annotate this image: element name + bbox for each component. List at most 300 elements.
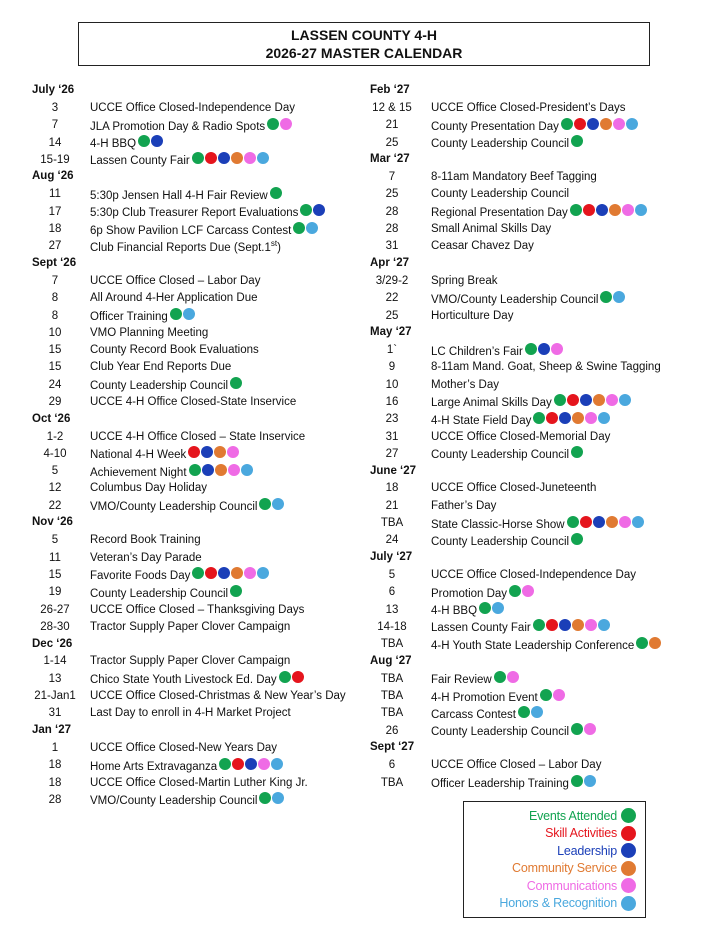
event-title-text: National 4-H Week — [90, 449, 187, 462]
blue-category-dot — [596, 204, 608, 216]
red-category-dot — [583, 204, 595, 216]
event-title-text: Regional Presentation Day — [431, 207, 568, 220]
event-date: 28 — [385, 223, 399, 236]
event-date: TBA — [380, 690, 404, 703]
calendar-event-row — [20, 791, 360, 808]
blue-category-dot — [201, 446, 213, 458]
pink-category-dot — [280, 118, 292, 130]
event-title-text: Home Arts Extravaganza — [90, 760, 218, 773]
event-title — [414, 102, 626, 114]
event-title — [414, 431, 610, 443]
event-title — [90, 742, 277, 754]
event-date: 31 — [385, 240, 399, 253]
calendar-event-row — [20, 739, 360, 756]
calendar-event-row — [370, 203, 670, 220]
calendar-event-row — [370, 272, 670, 289]
calendar-event-row — [20, 359, 360, 376]
green-category-dot — [600, 291, 612, 303]
blue-legend-dot — [621, 843, 636, 858]
event-title-text: Favorite Foods Day — [90, 570, 191, 583]
event-title — [414, 619, 611, 634]
event-date: 5 — [51, 465, 59, 478]
calendar-event-row — [20, 463, 360, 480]
green-category-dot — [300, 204, 312, 216]
event-title — [90, 567, 270, 582]
event-title-text: County Leadership Council — [431, 138, 570, 151]
event-title-text: Small Animal Skills Day — [431, 223, 552, 236]
month-heading: Feb ‘27 — [370, 84, 410, 96]
event-date: 18 — [385, 482, 399, 495]
event-title — [414, 310, 513, 322]
orange-category-dot — [600, 118, 612, 130]
month-heading: July ‘26 — [32, 84, 75, 96]
event-date: TBA — [380, 517, 404, 530]
red-category-dot — [567, 394, 579, 406]
event-date: 19 — [48, 586, 62, 599]
category-dots — [570, 204, 648, 216]
category-dots — [494, 671, 520, 683]
event-title-text: Tractor Supply Paper Clover Campaign — [90, 620, 291, 633]
category-dots — [188, 446, 240, 458]
event-title — [414, 585, 535, 600]
category-dots — [571, 135, 584, 147]
month-heading: Apr ‘27 — [370, 256, 409, 269]
legend-item — [464, 807, 645, 825]
event-date: 13 — [385, 603, 399, 616]
event-title — [414, 118, 639, 133]
calendar-event-row — [20, 670, 360, 687]
event-date: TBA — [380, 672, 404, 685]
category-dots — [189, 464, 254, 476]
green-legend-dot — [621, 808, 636, 823]
event-title-text: VMO/County Leadership Council — [431, 293, 599, 306]
event-date: 21-Jan1 — [34, 690, 76, 703]
event-title — [90, 292, 258, 304]
event-title — [90, 102, 295, 114]
category-dots — [571, 446, 584, 458]
event-date: 3/29-2 — [375, 274, 409, 287]
event-title — [90, 534, 201, 546]
calendar-event-row — [20, 117, 360, 134]
event-title — [90, 552, 202, 564]
event-title — [90, 204, 326, 219]
event-title-text: Horticulture Day — [431, 309, 514, 322]
left-calendar-column — [20, 82, 360, 808]
event-title-text: Last Day to enroll in 4-H Market Project — [90, 707, 291, 720]
green-category-dot — [540, 689, 552, 701]
green-category-dot — [230, 585, 242, 597]
calendar-event-row — [20, 290, 360, 307]
calendar-event-row — [20, 774, 360, 791]
event-title — [90, 327, 208, 339]
green-category-dot — [533, 619, 545, 631]
event-date: 11 — [49, 188, 61, 201]
legend-item — [464, 825, 645, 843]
blue-category-dot — [587, 118, 599, 130]
event-title — [414, 361, 661, 373]
event-title — [90, 239, 281, 254]
category-dots — [571, 533, 584, 545]
calendar-event-row — [20, 705, 360, 722]
pink-category-dot — [585, 619, 597, 631]
calendar-event-row — [20, 584, 360, 601]
red-category-dot — [574, 118, 586, 130]
event-title-text: UCCE Office Closed-President’s Days — [431, 101, 626, 114]
event-title-text: VMO/County Leadership Council — [90, 501, 258, 514]
event-title — [414, 602, 505, 617]
event-date: 7 — [51, 274, 59, 287]
category-dots — [279, 671, 305, 683]
event-title-text: Promotion Day — [431, 587, 508, 600]
event-title-text: LC Children’s Fair — [431, 345, 523, 358]
month-heading: Nov ‘26 — [32, 516, 73, 529]
green-category-dot — [259, 498, 271, 510]
event-title — [414, 516, 645, 531]
orange-category-dot — [572, 619, 584, 631]
green-category-dot — [571, 723, 583, 735]
red-category-dot — [546, 412, 558, 424]
event-date: 24 — [48, 378, 62, 391]
category-dots — [293, 222, 319, 234]
red-category-dot — [188, 446, 200, 458]
lblue-category-dot — [271, 758, 283, 770]
lblue-category-dot — [635, 204, 647, 216]
event-title-text: County Leadership Council — [431, 535, 570, 548]
blue-category-dot — [202, 464, 214, 476]
legend-item — [464, 877, 645, 895]
event-title-text: UCCE Office Closed-New Years Day — [90, 741, 278, 754]
red-category-dot — [580, 516, 592, 528]
event-title — [414, 689, 566, 704]
red-category-dot — [546, 619, 558, 631]
lblue-category-dot — [492, 602, 504, 614]
event-title — [90, 152, 270, 167]
category-dots — [533, 619, 611, 631]
calendar-event-row — [370, 393, 670, 410]
event-date: 12 — [48, 482, 62, 495]
green-category-dot — [525, 343, 537, 355]
calendar-event-row — [370, 341, 670, 358]
event-title-text: Large Animal Skills Day — [431, 397, 552, 410]
pink-category-dot — [244, 152, 256, 164]
pink-category-dot — [622, 204, 634, 216]
orange-category-dot — [231, 567, 243, 579]
event-title-text: Achievement Night — [90, 466, 187, 479]
event-title-text: Tractor Supply Paper Clover Campaign — [90, 655, 291, 668]
event-title — [414, 240, 534, 252]
green-category-dot — [230, 377, 242, 389]
legend-label: Honors & Recognition — [499, 896, 617, 911]
green-category-dot — [571, 533, 583, 545]
pink-category-dot — [551, 343, 563, 355]
event-date: 25 — [385, 309, 399, 322]
red-legend-dot — [621, 826, 636, 841]
pink-category-dot — [585, 412, 597, 424]
green-category-dot — [138, 135, 150, 147]
pink-category-dot — [507, 671, 519, 683]
lblue-category-dot — [626, 118, 638, 130]
event-date: 23 — [385, 413, 399, 426]
event-date: 26 — [385, 724, 399, 737]
calendar-event-row — [20, 134, 360, 151]
event-title — [90, 135, 164, 150]
event-title-text: 4-H Promotion Event — [431, 691, 538, 704]
event-title — [414, 569, 636, 581]
event-title-text: County Leadership Council — [90, 587, 229, 600]
green-category-dot — [571, 775, 583, 787]
blue-category-dot — [218, 567, 230, 579]
green-category-dot — [571, 135, 583, 147]
calendar-event-row — [370, 601, 670, 618]
event-date: 14 — [48, 136, 62, 149]
event-title-text: 4-H BBQ — [90, 138, 137, 151]
lblue-category-dot — [598, 619, 610, 631]
blue-category-dot — [559, 412, 571, 424]
event-date: 1` — [386, 344, 398, 357]
calendar-event-row — [370, 532, 670, 549]
category-dots — [567, 516, 645, 528]
calendar-event-row — [370, 307, 670, 324]
pink-category-dot — [606, 394, 618, 406]
event-title — [90, 222, 319, 237]
category-dots — [479, 602, 505, 614]
green-category-dot — [571, 446, 583, 458]
event-title — [414, 671, 520, 686]
event-date: 8 — [51, 292, 59, 305]
event-title-text: 5:30p Club Treasurer Report Evaluations — [90, 207, 299, 220]
month-heading: Oct ‘26 — [32, 412, 71, 425]
event-date: 28 — [48, 793, 62, 806]
lblue-category-dot — [632, 516, 644, 528]
calendar-event-row — [370, 220, 670, 237]
event-date: 15 — [48, 361, 62, 374]
calendar-event-row — [370, 722, 670, 739]
calendar-event-row — [20, 757, 360, 774]
event-title-text: 4-H Youth State Leadership Conference — [431, 639, 635, 652]
event-date: 13 — [48, 672, 62, 685]
calendar-event-row — [370, 134, 670, 151]
green-category-dot — [192, 567, 204, 579]
red-category-dot — [292, 671, 304, 683]
category-dots — [571, 723, 597, 735]
event-title-text: Mother’s Day — [431, 378, 499, 391]
calendar-event-row — [20, 428, 360, 445]
legend-label: Skill Activities — [545, 826, 617, 841]
calendar-event-row — [20, 307, 360, 324]
event-title — [90, 758, 284, 773]
event-title-text: Officer Leadership Training — [431, 778, 569, 791]
green-category-dot — [567, 516, 579, 528]
calendar-event-row — [20, 341, 360, 358]
event-title-text: UCCE Office Closed – Thanksgiving Days — [90, 603, 305, 616]
calendar-event-row — [370, 480, 670, 497]
event-title — [414, 759, 601, 771]
event-title-text: 6p Show Pavilion LCF Carcass Contest — [90, 224, 292, 237]
lblue-category-dot — [241, 464, 253, 476]
category-dots — [509, 585, 535, 597]
event-date: 18 — [48, 759, 62, 772]
event-title-text: Spring Break — [431, 274, 498, 287]
blue-category-dot — [580, 394, 592, 406]
calendar-event-row — [20, 549, 360, 566]
event-title — [90, 396, 296, 408]
calendar-event-row — [20, 151, 360, 168]
event-title — [90, 604, 304, 616]
blue-category-dot — [559, 619, 571, 631]
event-date: 6 — [388, 586, 396, 599]
event-date: 22 — [48, 499, 62, 512]
event-title-text: Club Financial Reports Due (Sept.1 — [90, 241, 271, 254]
calendar-event-row — [370, 497, 670, 514]
event-date: 9 — [388, 361, 396, 374]
event-title-text: UCCE Office Closed-Christmas & New Year’s Day — [90, 690, 346, 703]
event-title-text: UCCE Office Closed – Labor Day — [431, 759, 602, 772]
event-title-text: State Classic-Horse Show — [431, 518, 565, 531]
event-date: 18 — [48, 776, 62, 789]
calendar-event-row — [20, 272, 360, 289]
event-title — [90, 655, 290, 667]
green-category-dot — [267, 118, 279, 130]
event-date: 18 — [48, 223, 62, 236]
event-title — [90, 275, 260, 287]
category-dots — [219, 758, 284, 770]
event-title-text: VMO/County Leadership Council — [90, 795, 258, 808]
event-title — [90, 690, 346, 702]
calendar-event-row — [370, 566, 670, 583]
event-date: 10 — [48, 326, 62, 339]
event-title — [414, 379, 499, 391]
event-date: 16 — [385, 395, 399, 408]
green-category-dot — [293, 222, 305, 234]
event-title-text: Lassen County Fair — [90, 155, 190, 168]
calendar-event-row — [20, 203, 360, 220]
event-date: 17 — [48, 205, 62, 218]
blue-category-dot — [313, 204, 325, 216]
green-category-dot — [554, 394, 566, 406]
event-date: 4-10 — [43, 447, 67, 460]
orange-category-dot — [593, 394, 605, 406]
event-date: 1 — [51, 741, 59, 754]
category-dots — [192, 567, 270, 579]
event-title-text: Father’s Day — [431, 499, 497, 512]
calendar-event-row — [20, 687, 360, 704]
event-date: 3 — [51, 101, 59, 114]
red-category-dot — [205, 152, 217, 164]
lblue-category-dot — [531, 706, 543, 718]
event-title — [90, 464, 254, 479]
event-title-text: UCCE 4-H Office Closed – State Inservice — [90, 430, 306, 443]
event-date: TBA — [380, 707, 404, 720]
category-dots — [554, 394, 632, 406]
orange-category-dot — [606, 516, 618, 528]
orange-category-dot — [215, 464, 227, 476]
event-title — [90, 431, 305, 443]
event-title — [90, 777, 308, 789]
calendar-event-row — [20, 324, 360, 341]
green-category-dot — [533, 412, 545, 424]
event-title-text: County Leadership Council — [431, 726, 570, 739]
category-dots — [170, 308, 196, 320]
pink-category-dot — [228, 464, 240, 476]
event-title-text: Record Book Training — [90, 534, 201, 547]
category-dots — [561, 118, 639, 130]
event-title — [90, 187, 283, 202]
event-title — [90, 621, 290, 633]
event-title-text: Officer Training — [90, 311, 168, 323]
lblue-category-dot — [619, 394, 631, 406]
event-title — [414, 637, 662, 652]
event-date: 7 — [51, 119, 59, 132]
event-title-text: Chico State Youth Livestock Ed. Day — [90, 674, 277, 687]
pink-category-dot — [244, 567, 256, 579]
legend-label: Community Service — [512, 861, 617, 876]
event-title — [90, 671, 305, 686]
event-date: 28 — [385, 205, 399, 218]
event-date: 31 — [385, 430, 399, 443]
calendar-event-row — [370, 99, 670, 116]
category-dots — [270, 187, 283, 199]
calendar-event-row — [370, 584, 670, 601]
event-title — [414, 775, 597, 790]
event-title-text: JLA Promotion Day & Radio Spots — [90, 120, 266, 133]
category-dots — [192, 152, 270, 164]
orange-category-dot — [649, 637, 661, 649]
green-category-dot — [494, 671, 506, 683]
orange-legend-dot — [621, 861, 636, 876]
category-dots — [518, 706, 544, 718]
blue-category-dot — [218, 152, 230, 164]
calendar-event-row — [370, 618, 670, 635]
event-date: 27 — [48, 240, 62, 253]
event-date: 6 — [388, 759, 396, 772]
calendar-event-row — [370, 514, 670, 531]
event-title — [90, 792, 285, 807]
event-date: 22 — [385, 292, 399, 305]
event-title-superscript: st — [270, 238, 278, 248]
event-date: 5 — [51, 534, 59, 547]
event-date: 12 & 15 — [372, 101, 412, 114]
category-dots — [525, 343, 564, 355]
event-title — [414, 204, 648, 219]
event-date: 24 — [385, 534, 399, 547]
calendar-event-row — [370, 376, 670, 393]
calendar-event-row — [370, 117, 670, 134]
green-category-dot — [509, 585, 521, 597]
event-title-text: Veteran’s Day Parade — [90, 551, 202, 564]
event-title-text: UCCE Office Closed-Independence Day — [90, 101, 295, 114]
event-title — [414, 500, 496, 512]
event-date: 5 — [388, 568, 396, 581]
event-title-text: UCCE Office Closed-Independence Day — [431, 568, 636, 581]
category-dots — [636, 637, 662, 649]
event-date: 31 — [48, 707, 62, 720]
calendar-event-row — [20, 566, 360, 583]
event-title — [90, 118, 293, 133]
calendar-event-row — [370, 705, 670, 722]
pink-category-dot — [522, 585, 534, 597]
calendar-event-row — [370, 636, 670, 653]
event-title — [414, 291, 626, 306]
legend-item — [464, 895, 645, 913]
pink-category-dot — [227, 446, 239, 458]
calendar-event-row — [20, 618, 360, 635]
event-title-text: UCCE Office Closed – Labor Day — [90, 274, 261, 287]
pink-category-dot — [258, 758, 270, 770]
event-title — [90, 344, 259, 356]
event-title — [414, 135, 584, 150]
event-date: 1-14 — [43, 655, 67, 668]
event-date: 1-2 — [46, 430, 64, 443]
